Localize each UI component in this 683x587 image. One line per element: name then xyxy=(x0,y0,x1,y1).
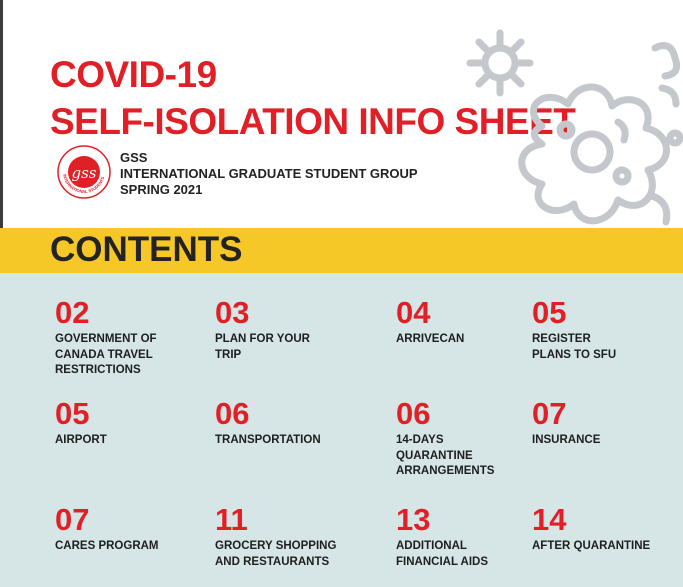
toc-page-number: 03 xyxy=(215,295,250,330)
toc-label: INSURANCE xyxy=(532,434,601,446)
title-line-2: SELF-ISOLATION INFO SHEET xyxy=(50,101,576,142)
toc-page-number: 13 xyxy=(396,502,431,537)
virus-icon xyxy=(450,18,683,238)
toc-label: CARES PROGRAM xyxy=(55,540,159,552)
toc-item xyxy=(396,296,546,348)
toc-item xyxy=(55,397,205,449)
toc-item xyxy=(532,296,682,363)
toc-label: ARRIVECAN xyxy=(396,333,465,345)
toc-label: GROCERY SHOPPING AND RESTAURANTS xyxy=(215,540,337,568)
logo-monogram: gss xyxy=(71,164,97,182)
toc-page-number: 02 xyxy=(55,295,90,330)
organization-info xyxy=(120,150,418,198)
toc-page-number: 07 xyxy=(55,502,90,537)
toc-item xyxy=(396,503,546,570)
toc-page-number: 14 xyxy=(532,502,567,537)
toc-page-number: 05 xyxy=(55,396,90,431)
toc-label: ADDITIONAL FINANCIAL AIDS xyxy=(396,540,488,568)
toc-item xyxy=(396,397,546,480)
logo-ring-text: INTERNATIONAL STUDENTS xyxy=(62,173,106,195)
title-line-1: COVID-19 xyxy=(50,54,217,95)
toc-label: AFTER QUARANTINE xyxy=(532,540,651,552)
toc-page-number: 06 xyxy=(396,396,431,431)
toc-page-number: 11 xyxy=(215,502,248,537)
toc-page-number: 04 xyxy=(396,295,431,330)
org-line-2: INTERNATIONAL GRADUATE STUDENT GROUP xyxy=(120,166,418,181)
org-line-3: SPRING 2021 xyxy=(120,182,203,197)
toc-item xyxy=(215,503,365,570)
toc-page-number: 05 xyxy=(532,295,567,330)
toc-page-number: 07 xyxy=(532,396,567,431)
org-line-1: GSS xyxy=(120,150,148,165)
toc-item xyxy=(532,503,682,555)
toc-item xyxy=(55,503,205,555)
contents-heading: CONTENTS xyxy=(50,230,243,269)
toc-label: REGISTER PLANS TO SFU xyxy=(532,333,617,361)
gss-logo-icon xyxy=(57,145,111,199)
toc-label: 14-DAYS QUARANTINE ARRANGEMENTS xyxy=(396,434,495,477)
toc-item xyxy=(215,397,365,449)
toc-page-number: 06 xyxy=(215,396,250,431)
toc-item xyxy=(55,296,205,379)
toc-label: GOVERNMENT OF CANADA TRAVEL RESTRICTIONS xyxy=(55,333,157,376)
toc-item xyxy=(532,397,682,449)
toc-label: TRANSPORTATION xyxy=(215,434,321,446)
toc-label: PLAN FOR YOUR TRIP xyxy=(215,333,310,361)
toc-label: AIRPORT xyxy=(55,434,107,446)
toc-item xyxy=(215,296,365,363)
